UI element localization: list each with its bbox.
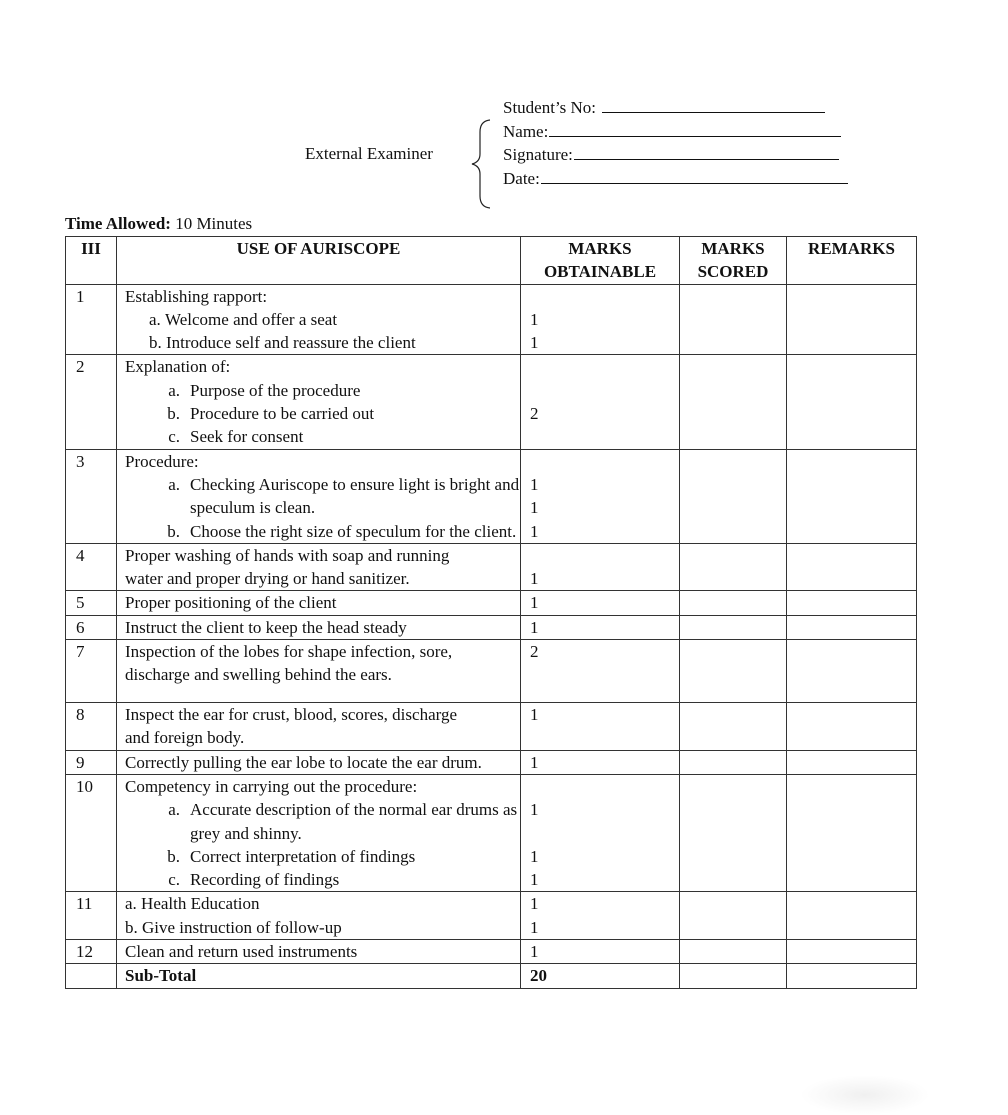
marks-obtainable-cell: 1 <box>521 615 680 639</box>
table-header-row <box>66 237 917 285</box>
marks-obtainable-cell <box>521 284 680 355</box>
row-description <box>117 449 521 543</box>
table-row <box>66 750 917 774</box>
remarks-cell[interactable] <box>787 615 917 639</box>
remarks-cell[interactable] <box>787 703 917 751</box>
sub-item: c. Seek for consent <box>168 427 304 447</box>
marks-obtainable-cell: 1 <box>521 750 680 774</box>
header-section: III <box>66 237 117 285</box>
marks-scored-cell[interactable] <box>680 543 787 591</box>
marks-scored-cell[interactable] <box>680 591 787 615</box>
subtotal-value: 20 <box>521 964 680 988</box>
time-allowed <box>65 214 252 234</box>
row-description <box>117 892 521 940</box>
table-row <box>66 615 917 639</box>
marks-scored-cell[interactable] <box>680 284 787 355</box>
row-number: 10 <box>66 774 117 891</box>
date-line[interactable] <box>541 169 848 184</box>
remarks-cell[interactable] <box>787 591 917 615</box>
marks-obtainable-cell <box>521 892 680 940</box>
marks-scored-cell[interactable] <box>680 449 787 543</box>
student-no-label: Student’s No: <box>503 98 597 117</box>
row-description: Clean and return used instruments <box>117 940 521 964</box>
header-title: USE OF AURISCOPE <box>117 237 521 285</box>
header-remarks: REMARKS <box>787 237 917 285</box>
student-no-field[interactable] <box>503 96 848 120</box>
curly-brace-icon <box>470 118 494 210</box>
sub-item: a. Health Education <box>125 894 260 914</box>
marks-obtainable-cell <box>521 774 680 891</box>
subtotal-label: Sub-Total <box>117 964 521 988</box>
date-label: Date: <box>503 168 540 188</box>
mark-value: 1 <box>530 846 539 866</box>
row-number: 3 <box>66 449 117 543</box>
assessment-table <box>65 236 917 989</box>
student-no-line-1[interactable] <box>602 98 662 113</box>
remarks-cell[interactable] <box>787 284 917 355</box>
table-row <box>66 355 917 449</box>
remarks-cell[interactable] <box>787 640 917 703</box>
marks-scored-cell[interactable] <box>680 892 787 940</box>
remarks-cell[interactable] <box>787 750 917 774</box>
subtotal-row <box>66 964 917 988</box>
sub-item: b. Introduce self and reassure the client <box>149 333 416 353</box>
mark-value: 1 <box>530 894 539 914</box>
mark-value: 1 <box>530 309 539 329</box>
marks-obtainable-cell: 1 <box>521 591 680 615</box>
mark-value: 1 <box>530 917 539 937</box>
row-number: 11 <box>66 892 117 940</box>
row-title: Explanation of: <box>125 357 231 377</box>
row-description <box>117 774 521 891</box>
mark-value: 1 <box>530 498 539 518</box>
sub-item: b. Correct interpretation of findings <box>167 846 416 866</box>
marks-scored-cell[interactable] <box>680 615 787 639</box>
marks-scored-cell[interactable] <box>680 703 787 751</box>
row-description: Proper positioning of the client <box>117 591 521 615</box>
student-no-line-2[interactable] <box>662 98 825 113</box>
examiner-header <box>0 0 1008 215</box>
table-row <box>66 449 917 543</box>
remarks-cell[interactable] <box>787 355 917 449</box>
sub-item: b. Procedure to be carried out <box>167 404 375 424</box>
remarks-cell[interactable] <box>787 940 917 964</box>
subtotal-number-cell <box>66 964 117 988</box>
header-marks-scored: MARKS SCORED <box>680 237 787 285</box>
examiner-label: External Examiner <box>305 144 433 163</box>
remarks-cell[interactable] <box>787 774 917 891</box>
row-number: 4 <box>66 543 117 591</box>
header-marks-obtainable: MARKS OBTAINABLE <box>521 237 680 285</box>
sub-item: c. Recording of findings <box>168 870 340 890</box>
mark-value: 1 <box>530 870 539 890</box>
row-number: 1 <box>66 284 117 355</box>
row-description: Proper washing of hands with soap and running water and proper drying or hand sanitizer. <box>117 543 521 591</box>
time-allowed-value: 10 Minutes <box>175 214 253 233</box>
row-description <box>117 355 521 449</box>
page-shadow <box>800 1075 930 1115</box>
remarks-cell[interactable] <box>787 543 917 591</box>
marks-scored-cell[interactable] <box>680 774 787 891</box>
mark-value: 1 <box>530 800 539 820</box>
row-number: 8 <box>66 703 117 751</box>
table-row <box>66 640 917 703</box>
marks-scored-cell[interactable] <box>680 750 787 774</box>
remarks-cell[interactable] <box>787 892 917 940</box>
row-title: Competency in carrying out the procedure: <box>125 776 418 796</box>
row-description: Inspection of the lobes for shape infection, sore, discharge and swelling behind the ears. <box>117 640 521 703</box>
sub-item: a. Purpose of the procedure <box>168 380 361 400</box>
signature-field[interactable] <box>503 143 848 167</box>
mark-value: 2 <box>530 404 539 424</box>
marks-obtainable-cell: 2 <box>521 640 680 703</box>
row-description: Correctly pulling the ear lobe to locate the ear drum. <box>117 750 521 774</box>
marks-scored-cell[interactable] <box>680 940 787 964</box>
sub-item: a. Checking Auriscope to ensure light is bright and speculum is clean. <box>168 474 520 518</box>
subtotal-remarks-cell[interactable] <box>787 964 917 988</box>
marks-obtainable-cell: 1 <box>521 543 680 591</box>
marks-obtainable-cell <box>521 355 680 449</box>
row-title: Establishing rapport: <box>125 286 268 306</box>
row-number: 9 <box>66 750 117 774</box>
mark-value: 1 <box>530 474 539 494</box>
table-row <box>66 284 917 355</box>
name-line[interactable] <box>549 122 841 137</box>
row-number: 6 <box>66 615 117 639</box>
marks-scored-cell[interactable] <box>680 640 787 703</box>
table-row <box>66 774 917 891</box>
signature-line[interactable] <box>574 145 839 160</box>
mark-value: 1 <box>530 521 539 541</box>
sub-item: b. Choose the right size of speculum for the client. <box>167 521 517 541</box>
sub-item: a. Accurate description of the normal ear drums as grey and shinny. <box>168 800 518 843</box>
date-field[interactable] <box>503 167 848 191</box>
examiner-fields <box>503 96 848 190</box>
row-number: 7 <box>66 640 117 703</box>
sub-item: b. Give instruction of follow-up <box>125 917 342 937</box>
name-field[interactable] <box>503 120 848 144</box>
time-allowed-label: Time Allowed: <box>65 214 171 233</box>
row-description: Inspect the ear for crust, blood, scores, discharge and foreign body. <box>117 703 521 751</box>
row-description <box>117 284 521 355</box>
table-row <box>66 940 917 964</box>
marks-scored-cell[interactable] <box>680 355 787 449</box>
table-row <box>66 703 917 751</box>
row-number: 5 <box>66 591 117 615</box>
row-title: Procedure: <box>125 451 199 471</box>
name-label: Name: <box>503 121 549 141</box>
table-row <box>66 892 917 940</box>
table-row <box>66 543 917 591</box>
row-description: Instruct the client to keep the head steady <box>117 615 521 639</box>
row-number: 12 <box>66 940 117 964</box>
mark-value: 1 <box>530 333 539 353</box>
row-number: 2 <box>66 355 117 449</box>
subtotal-marks-scored-cell[interactable] <box>680 964 787 988</box>
table-row <box>66 591 917 615</box>
signature-label: Signature: <box>503 145 573 164</box>
marks-obtainable-cell <box>521 449 680 543</box>
remarks-cell[interactable] <box>787 449 917 543</box>
marks-obtainable-cell: 1 <box>521 703 680 751</box>
sub-item: a. Welcome and offer a seat <box>149 309 338 329</box>
marks-obtainable-cell: 1 <box>521 940 680 964</box>
